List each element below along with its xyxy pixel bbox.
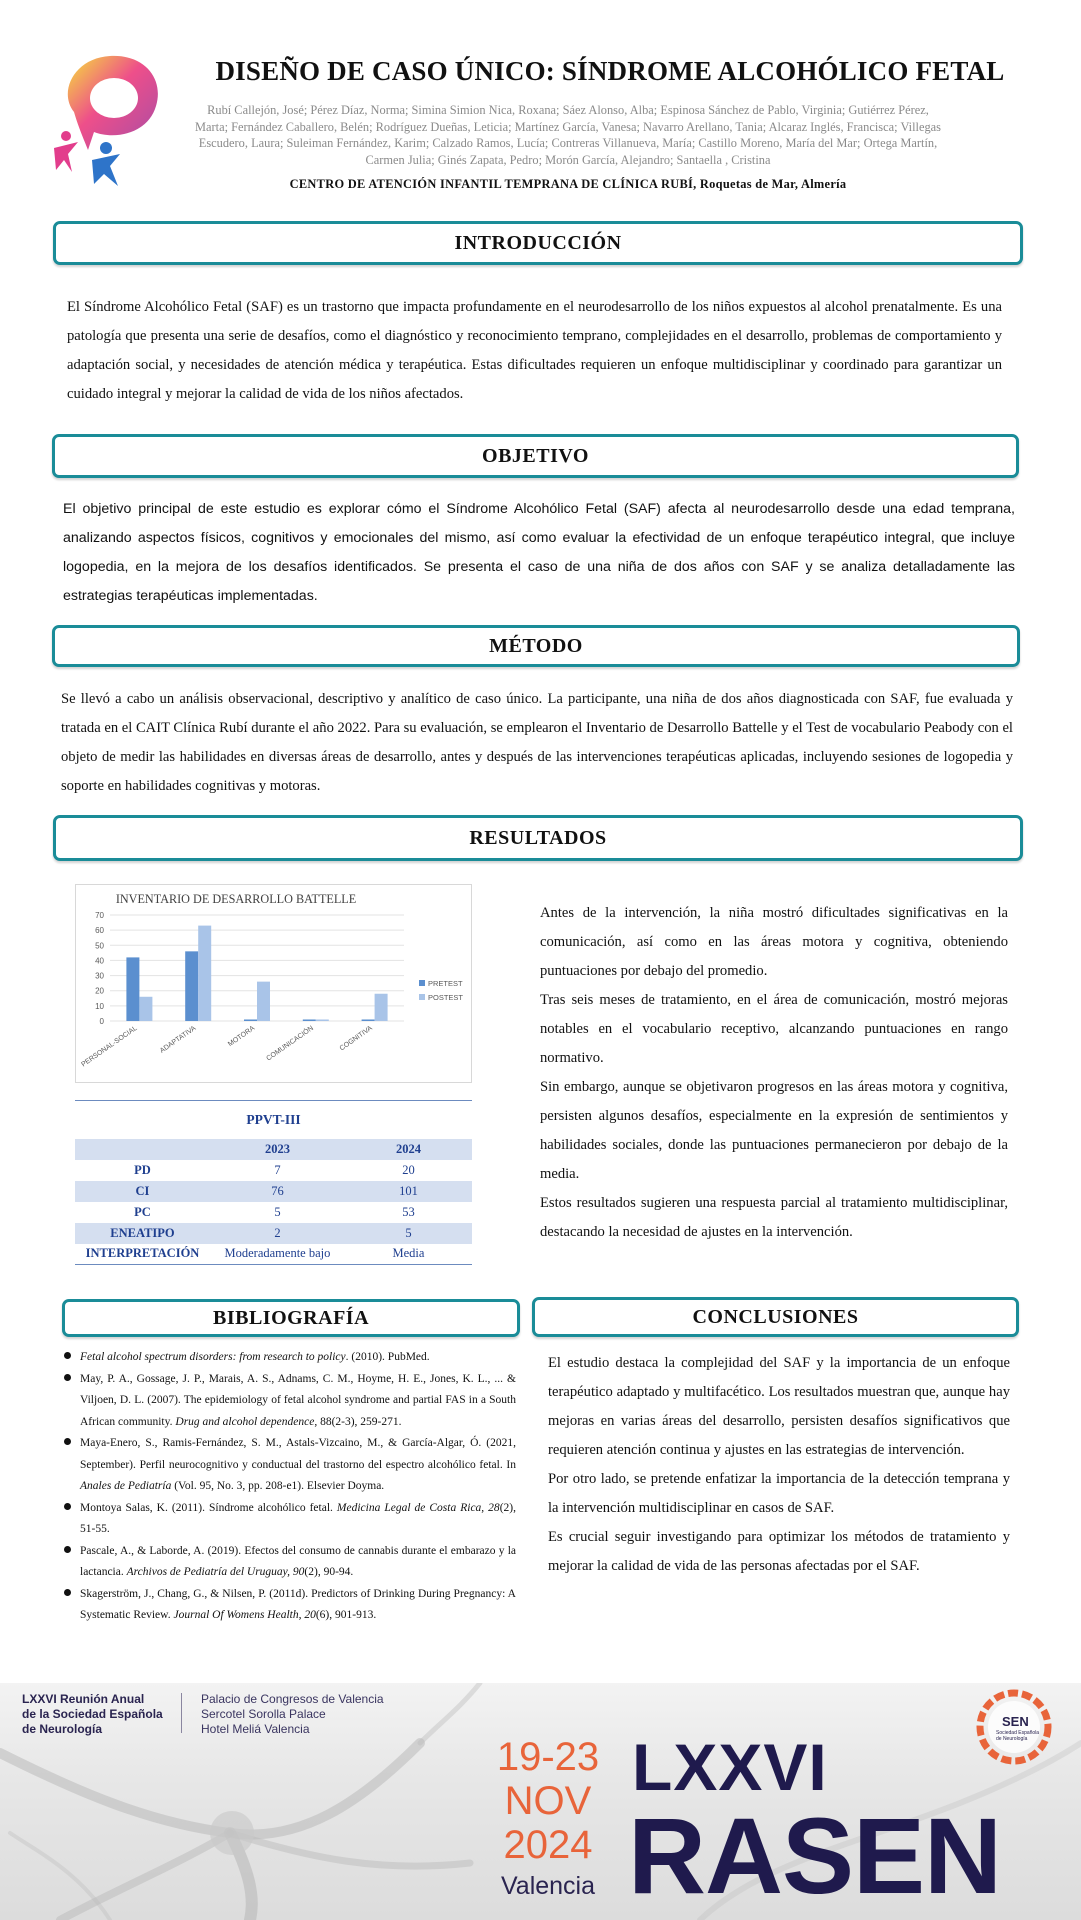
y-tick-label: 30 — [95, 971, 104, 981]
row-label: PD — [134, 1162, 151, 1177]
row-label: ENEATIPO — [75, 1223, 210, 1244]
cell-2024: 20 — [402, 1162, 415, 1177]
ref-source: Anales de Pediatría — [80, 1480, 172, 1492]
table-row — [75, 1160, 472, 1181]
list-item — [62, 1433, 516, 1498]
list-item — [62, 1369, 516, 1434]
bar-postest-2 — [257, 982, 270, 1021]
cell-2024: Media — [345, 1244, 472, 1265]
legend-swatch — [419, 980, 425, 986]
conclusiones-paragraph: Es crucial seguir investigando para optimizar los métodos de tratamiento y mejorar la calidad de vida de las personas afectadas por el SAF. — [548, 1529, 1010, 1574]
date-line: NOV — [504, 1779, 592, 1823]
cell-2024: 101 — [345, 1181, 472, 1202]
ppvt-col-2023: 2023 — [210, 1139, 345, 1160]
bar-pretest-0 — [126, 957, 139, 1021]
legend-label: POSTEST — [428, 993, 464, 1002]
congress-name — [22, 1692, 182, 1737]
poster-title: DISEÑO DE CASO ÚNICO: SÍNDROME ALCOHÓLICO FETAL — [215, 56, 1005, 86]
section-heading-resultados: RESULTADOS — [53, 815, 1023, 861]
cell-2023: 2 — [210, 1223, 345, 1244]
legend-swatch — [419, 994, 425, 1000]
cell-2024: 5 — [345, 1223, 472, 1244]
ref-text: May, P. A., Gossage, J. P., Marais, A. S., Adnams, C. M., Hoyme, H. E., Jones, K. L., ... & Viljoen, D. L. (2007). The epidemiology of fetal alcohol syndrome and partial FAS in a South African community. — [80, 1372, 516, 1428]
date-line: 2024 — [503, 1823, 593, 1867]
list-item — [62, 1498, 516, 1541]
bar-pretest-1 — [185, 951, 198, 1021]
chart-title: INVENTARIO DE DESARROLLO BATTELLE — [115, 892, 357, 906]
bar-postest-0 — [139, 997, 152, 1021]
row-label: PC — [134, 1204, 151, 1219]
cell-2023: 7 — [274, 1162, 281, 1177]
bibliography-list — [62, 1347, 516, 1627]
congress-name-line: LXXVI Reunión Anual — [22, 1692, 145, 1706]
ppvt-col-blank — [75, 1139, 210, 1160]
y-tick-label: 0 — [99, 1017, 104, 1026]
section-heading-introduccion: INTRODUCCIÓN — [53, 221, 1023, 265]
y-tick-label: 20 — [95, 986, 104, 996]
ref-source: Drug and alcohol dependence — [175, 1415, 315, 1428]
section-heading-metodo: MÉTODO — [52, 625, 1020, 667]
ppvt-table — [75, 1100, 472, 1265]
institution: CENTRO DE ATENCIÓN INFANTIL TEMPRANA DE CLÍNICA RUBÍ, Roquetas de Mar, Almería — [289, 177, 847, 191]
bar-pretest-3 — [303, 1019, 316, 1021]
resultados-paragraph: Tras seis meses de tratamiento, en el área de comunicación, mostró mejoras notables en el vocabulario receptivo, alcanzando puntuaciones en rango normativo. — [540, 992, 1008, 1066]
ref-tail: (2), 51-55. — [80, 1501, 516, 1535]
congress-acronym: RASEN — [628, 1795, 1002, 1916]
section-heading-bibliografia: BIBLIOGRAFÍA — [62, 1299, 520, 1337]
bar-pretest-2 — [244, 1019, 257, 1021]
x-tick-label: COGNITIVA — [338, 1024, 374, 1053]
table-row — [75, 1202, 472, 1223]
x-tick-label: PERSONAL-SOCIAL — [80, 1024, 139, 1069]
ref-tail: . (2010). PubMed. — [345, 1351, 430, 1363]
metodo-text: Se llevó a cabo un análisis observacional, descriptivo y analítico de caso único. La participante, una niña de dos años diagnosticada con SAF, fue evaluada y tratada en el CAIT Clínica Rubí durante el año 2022. Para su evaluación, se emplearon el Inventario de Desarrollo Battelle y el Test de vocabulario Peabody con el objeto de medir las habilidades en diversas áreas de desarrollo, antes y después de las intervenciones terapéuticas aplicadas, incluyendo sesiones de logopedia y soporte en habilidades cognitivas y motoras. — [61, 691, 1013, 794]
ref-source: Fetal alcohol spectrum disorders: from research to policy — [80, 1351, 346, 1363]
battelle-chart-svg — [76, 885, 473, 1084]
conclusiones-text — [548, 1349, 1010, 1581]
venue-line: Sercotel Sorolla Palace — [201, 1707, 326, 1721]
introduccion-text: El Síndrome Alcohólico Fetal (SAF) es un trastorno que impacta profundamente en el neurodesarrollo de los niños expuestos al alcohol prenatalmente. Es una patología que presenta una serie de desafíos, como el diagnóstico y reconocimiento temprano, complejidades en el desarrollo, problemas de comportamiento y adaptación social, y necesidades de atención médica y terapéutica. Estas dificultades requieren un enfoque multidisciplinar y coordinado para garantizar un cuidado integral y mejorar la calidad de vida de los niños afectados. — [67, 299, 1002, 402]
conclusiones-paragraph: El estudio destaca la complejidad del SAF y la importancia de un enfoque terapéutico adaptado y multifacético. Los resultados muestran que, aunque hay mejoras en varias áreas del desarrollo, persisten desafíos significativos que requieren atención continua y ajustes en las estrategias de intervención. — [548, 1355, 1010, 1458]
bar-postest-3 — [316, 1019, 329, 1021]
row-label: CI — [75, 1181, 210, 1202]
ref-tail: (2), 90-94. — [304, 1566, 354, 1578]
table-row — [75, 1223, 472, 1244]
congress-edition: LXXVI — [632, 1730, 828, 1804]
x-tick-label: ADAPTATIVA — [158, 1024, 198, 1055]
cell-2023: Moderadamente bajo — [210, 1244, 345, 1265]
conclusiones-paragraph: Por otro lado, se pretende enfatizar la importancia de la detección temprana y la intervención multidisciplinar en casos de SAF. — [548, 1471, 1010, 1516]
list-item — [62, 1347, 516, 1369]
bar-postest-4 — [375, 994, 388, 1021]
congress-name-line: de Neurología — [22, 1722, 103, 1736]
congress-name-line: de la Sociedad Española — [22, 1707, 163, 1721]
ppvt-title: PPVT-III — [75, 1101, 472, 1139]
resultados-paragraph: Estos resultados sugieren una respuesta parcial al tratamiento multidisciplinar, destacando la necesidad de ajustes en la intervención. — [540, 1195, 1008, 1240]
y-tick-label: 70 — [95, 911, 104, 920]
ref-source: Medicina Legal de Costa Rica, 28 — [336, 1501, 500, 1514]
x-tick-label: COMUNICACIÓN — [265, 1024, 315, 1063]
venue-line: Palacio de Congresos de Valencia — [201, 1692, 384, 1706]
y-tick-label: 40 — [95, 956, 104, 966]
congress-city: Valencia — [500, 1872, 596, 1900]
list-item — [62, 1584, 516, 1627]
cell-2024: 53 — [402, 1204, 415, 1219]
sen-logo-subtitle: Sociedad Española de Neurología — [996, 1730, 1040, 1742]
divider — [181, 1693, 182, 1733]
congress-banner — [0, 1683, 1081, 1920]
ref-tail: , 88(2-3), 259-271. — [314, 1415, 402, 1428]
cell-2023: 76 — [210, 1181, 345, 1202]
clinic-logo — [48, 52, 166, 188]
battelle-chart — [75, 884, 472, 1083]
author-list: Rubí Callejón, José; Pérez Díaz, Norma; Simina Simion Nica, Roxana; Sáez Alonso, Alba; Espinosa Sánchez de Pablo, Virginia; Gutiérrez Pérez, Marta; Fernández Caballero, Belén; Rodríguez Dueñas, Leticia; Martínez García, Vanesa; Navarro Arellano, Tania; Alcaraz Inglés, Francisca; Villegas Escudero, Laura; Suleiman Fernández, Karim; Calzado Ramos, Lucía; Contreras Villanueva, María; Castillo Moreno, María del Mar; Ortega Martín, Carmen Julia; Ginés Zapata, Pedro; Morón García, Alejandro; Santaella , Cristina — [194, 103, 941, 167]
ref-text: Skagerström, J., Chang, G., & Nilsen, P. (2011d). Predictors of Drinking During Pregnancy: A Systematic Review. — [80, 1587, 516, 1621]
sen-logo — [964, 1689, 1062, 1769]
ref-source: Journal Of Womens Health, 20 — [173, 1609, 316, 1621]
bar-pretest-4 — [362, 1019, 375, 1021]
cell-2023: 5 — [274, 1204, 281, 1219]
ref-text: Pascale, A., & Laborde, A. (2019). Efectos del consumo de cannabis durante el embarazo y la lactancia. — [80, 1544, 516, 1578]
resultados-text — [540, 899, 1008, 1247]
y-tick-label: 60 — [95, 926, 104, 936]
legend-label: PRETEST — [428, 979, 463, 988]
section-heading-conclusiones: CONCLUSIONES — [532, 1297, 1019, 1337]
venue-line: Hotel Meliá Valencia — [201, 1722, 310, 1736]
bar-postest-1 — [198, 926, 211, 1021]
congress-dates — [482, 1735, 614, 1867]
ppvt-col-2024: 2024 — [345, 1139, 472, 1160]
y-tick-label: 10 — [95, 1001, 104, 1011]
x-tick-label: MOTORA — [227, 1024, 257, 1049]
resultados-paragraph: Sin embargo, aunque se objetivaron progresos en las áreas motora y cognitiva, persisten algunos desafíos, especialmente en la expresión de sentimientos y habilidades sociales, donde las puntuaciones permanecieron por debajo de la media. — [540, 1079, 1008, 1182]
objetivo-text: El objetivo principal de este estudio es explorar cómo el Síndrome Alcohólico Fetal (SAF) afecta al neurodesarrollo desde una edad temprana, analizando aspectos físicos, cognitivos y emocionales del mismo, así como evaluar la efectividad de un enfoque terapéutico integral, que incluye logopedia, en la mejora de los desafíos identificados. Se presenta el caso de una niña de dos años con SAF y se analiza detalladamente las estrategias terapéuticas implementadas. — [63, 501, 1015, 604]
date-line: 19-23 — [496, 1735, 600, 1779]
venue-list — [201, 1692, 421, 1737]
ref-tail: (6), 901-913. — [315, 1609, 377, 1621]
ref-source: Archivos de Pediatría del Uruguay, 90 — [126, 1566, 305, 1578]
resultados-paragraph: Antes de la intervención, la niña mostró dificultades significativas en la comunicación, así como en las áreas motora y cognitiva, obteniendo puntuaciones por debajo del promedio. — [540, 905, 1008, 979]
table-row — [75, 1244, 472, 1265]
row-label: INTERPRETACIÓN — [75, 1244, 210, 1265]
ref-text: Maya-Enero, S., Ramis-Fernández, S. M., Astals-Vizcaino, M., & García-Algar, Ó. (2021, September). Perfil neurocognitivo y conductual del trastorno del espectro alcohólico fetal. In — [80, 1437, 516, 1471]
section-heading-objetivo: OBJETIVO — [52, 434, 1019, 478]
y-tick-label: 50 — [95, 941, 104, 951]
list-item — [62, 1541, 516, 1584]
table-row — [75, 1181, 472, 1202]
sen-logo-text: SEN — [1002, 1714, 1029, 1729]
ref-tail: (Vol. 95, No. 3, pp. 208-e1). Elsevier Doyma. — [171, 1480, 385, 1492]
ref-text: Montoya Salas, K. (2011). Síndrome alcohólico fetal. — [80, 1501, 337, 1514]
